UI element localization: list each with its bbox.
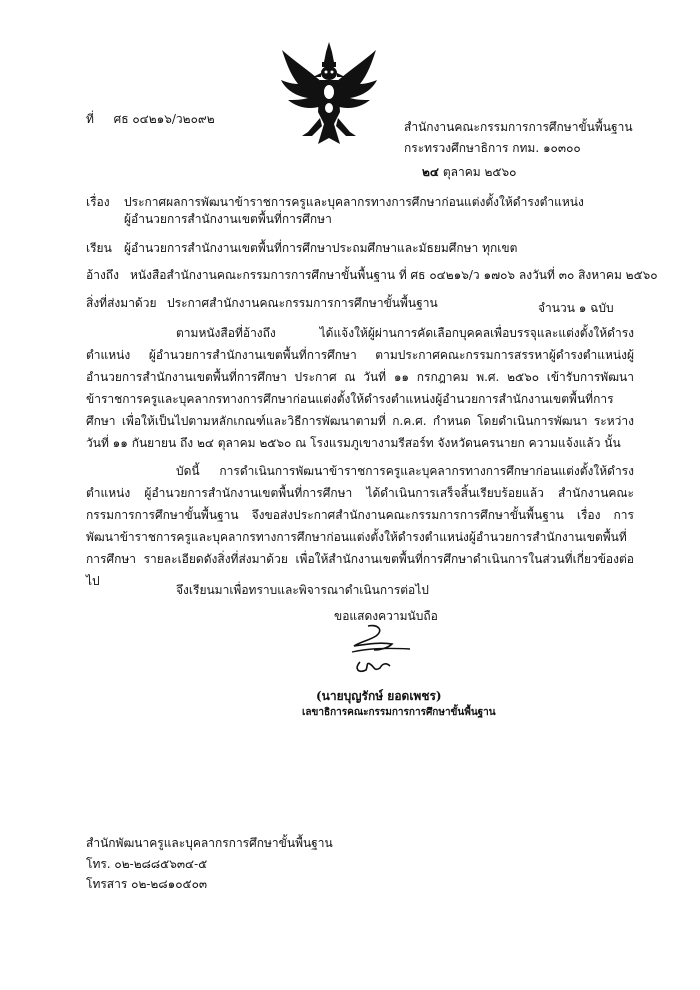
reference-number-line [86,111,215,127]
reference-number: ศธ ๐๔๒๑๖/ว๒๐๙๒ [113,112,215,126]
reference-to-label: อ้างถึง [86,268,119,282]
recipient-value: ผู้อำนวยการสำนักงานเขตพื้นที่การศึกษาประถมศึกษาและมัธยมศึกษา ทุกเขต [124,241,518,255]
reference-label: ที่ [86,112,94,126]
signatory-position: เลขาธิการคณะกรรมการการศึกษาขั้นพื้นฐาน [302,707,496,718]
letter-date [422,164,516,180]
body-paragraph-1: ตามหนังสือที่อ้างถึง ได้แจ้งให้ผู้ผ่านการคัดเลือกบุคคลเพื่อบรรจุและแต่งตั้งให้ดำรงตำแหน่ง ผู้อำนวยการสำนักงานเขตพื้นที่การศึกษา ตามประกาศคณะกรรมการสรรหาผู้ดำรงตำแหน่งผู้อำนวยการสำนักงานเขตพื้นที่การศึกษา ประกาศ ณ วันที่ ๑๑ กรกฎาคม พ.ศ. ๒๕๖๐ เข้ารับการพัฒนาข้าราชการครูและบุคลากรทางการศึกษาก่อนแต่งตั้งให้ดำรงตำแหน่งผู้อำนวยการสำนักงานเขตพื้นที่การศึกษา เพื่อให้เป็นไปตามหลักเกณฑ์และวิธีการพัฒนาตามที่ ก.ค.ศ. กำหนด โดยดำเนินการพัฒนา ระหว่างวันที่ ๑๑ กันยายน ถึง ๒๔ ตุลาคม ๒๕๖๐ ณ โรงแรมภูเขางามรีสอร์ท จังหวัดนครนายก ความแจ้งแล้ว นั้น [86,326,634,450]
garuda-emblem-icon [278,40,380,152]
agency-address: กระทรวงศึกษาธิการ กทม. ๑๐๓๐๐ [404,141,581,155]
footer-fax: โทรสาร ๐๒-๒๘๑๐๕๐๓ [86,877,208,891]
handwritten-signature-icon [330,622,420,678]
enclosure-value: ประกาศสำนักงานคณะกรรมการการศึกษาขั้นพื้นฐาน [167,296,438,310]
subject-label: เรื่อง [86,195,110,209]
date-day: ๒๔ [422,165,439,179]
subject-line-2: ผู้อำนวยการสำนักงานเขตพื้นที่การศึกษา [124,212,332,226]
recipient-label: เรียน [86,241,112,255]
enclosure-count: จำนวน ๑ ฉบับ [538,301,614,315]
reference-to-value: หนังสือสำนักงานคณะกรรมการการศึกษาขั้นพื้นฐาน ที่ ศธ ๐๔๒๑๖/ว ๑๗๐๖ ลงวันที่ ๓๐ สิงหาคม ๒๕๖๐ [130,268,658,282]
signatory-name: (นายบุญรักษ์ ยอดเพชร) [316,689,442,703]
body-paragraph-2: บัดนี้ การดำเนินการพัฒนาข้าราชการครูและบุคลากรทางการศึกษาก่อนแต่งตั้งให้ดำรงตำแหน่ง ผู้อำนวยการสำนักงานเขตพื้นที่การศึกษา ได้ดำเนินการเสร็จสิ้นเรียบร้อยแล้ว สำนักงานคณะกรรมการการศึกษาขั้นพื้นฐาน จึงขอส่งประกาศสำนักงานคณะกรรมการการศึกษาขั้นพื้นฐาน เรื่อง การพัฒนาข้าราชการครูและบุคลากรทางการศึกษาก่อนแต่งตั้งให้ดำรงตำแหน่งผู้อำนวยการสำนักงานเขตพื้นที่การศึกษา รายละเอียดดังสิ่งที่ส่งมาด้วย เพื่อให้สำนักงานเขตพื้นที่การศึกษาดำเนินการในส่วนที่เกี่ยวข้องต่อไป [86,464,634,588]
enclosure-label: สิ่งที่ส่งมาด้วย [86,296,157,310]
closing-regards: ขอแสดงความนับถือ [334,609,438,623]
agency-name: สำนักงานคณะกรรมการการศึกษาขั้นพื้นฐาน [404,120,633,134]
date-month-year: ตุลาคม ๒๕๖๐ [442,165,517,179]
body-paragraph-3: จึงเรียนมาเพื่อทราบและพิจารณาดำเนินการต่อไป [176,583,429,597]
subject-line-1: ประกาศผลการพัฒนาข้าราชการครูและบุคลากรทางการศึกษาก่อนแต่งตั้งให้ดำรงตำแหน่ง [124,195,584,209]
footer-telephone: โทร. ๐๒-๒๘๘๕๖๓๔-๕ [86,857,208,871]
footer-office: สำนักพัฒนาครูและบุคลากรการศึกษาขั้นพื้นฐาน [86,836,333,850]
